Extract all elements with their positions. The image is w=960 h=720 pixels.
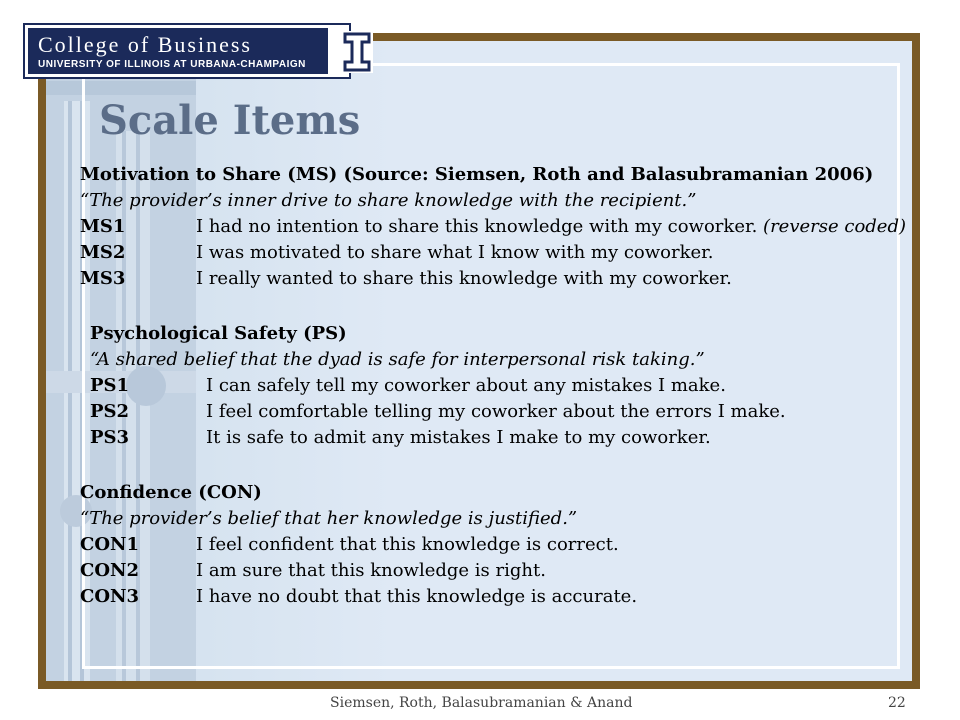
slide-title: Scale Items <box>99 97 361 144</box>
section-definition: “A shared belief that the dyad is safe for interpersonal risk taking.” <box>90 349 705 370</box>
logo-subtitle: UNIVERSITY OF ILLINOIS AT URBANA-CHAMPAIGN <box>38 59 306 70</box>
logo-band <box>28 28 328 74</box>
item-note: (reverse coded) <box>757 216 907 237</box>
item-code: MS1 <box>80 216 126 237</box>
scale-item <box>80 584 900 610</box>
item-code: PS2 <box>90 401 130 422</box>
illinois-block-i-icon <box>341 31 373 73</box>
scale-item <box>80 558 900 584</box>
scale-item <box>80 532 900 558</box>
item-text: I was motivated to share what I know with my coworker. <box>196 242 714 263</box>
college-logo <box>23 23 351 79</box>
item-text: I am sure that this knowledge is right. <box>196 560 546 581</box>
item-code: CON1 <box>80 534 139 555</box>
scale-item <box>90 425 910 451</box>
section-psychological-safety <box>90 321 910 451</box>
item-code: CON2 <box>80 560 139 581</box>
item-text: I can safely tell my coworker about any mistakes I make. <box>206 375 726 396</box>
item-text: I feel confident that this knowledge is correct. <box>196 534 619 555</box>
scale-item <box>90 399 910 425</box>
scale-item <box>80 214 907 240</box>
section-definition: “The provider’s belief that her knowledge is justified.” <box>80 508 578 529</box>
item-statement: I had no intention to share this knowledge with my coworker. <box>196 216 758 237</box>
item-code: MS2 <box>80 242 126 263</box>
item-text: It is safe to admit any mistakes I make to my coworker. <box>206 427 711 448</box>
scale-item <box>90 373 910 399</box>
section-motivation-to-share <box>80 162 907 292</box>
item-text: I feel comfortable telling my coworker about the errors I make. <box>206 401 786 422</box>
footer-authors: Siemsen, Roth, Balasubramanian & Anand <box>330 695 633 711</box>
item-text <box>196 214 906 240</box>
section-heading: Confidence (CON) <box>80 482 262 503</box>
section-heading: Motivation to Share (MS) (Source: Siemsen, Roth and Balasubramanian 2006) <box>80 164 874 185</box>
page-number: 22 <box>888 695 906 711</box>
item-text: I have no doubt that this knowledge is accurate. <box>196 586 638 607</box>
section-confidence <box>80 480 900 610</box>
item-code: MS3 <box>80 268 126 289</box>
logo-title: College of Business <box>38 32 252 57</box>
item-code: PS1 <box>90 375 130 396</box>
item-code: CON3 <box>80 586 139 607</box>
scale-item <box>80 240 900 266</box>
item-code: PS3 <box>90 427 130 448</box>
section-heading: Psychological Safety (PS) <box>90 323 347 344</box>
item-text: I really wanted to share this knowledge with my coworker. <box>196 268 732 289</box>
section-definition: “The provider’s inner drive to share knowledge with the recipient.” <box>80 190 697 211</box>
slide-footer <box>0 693 960 717</box>
scale-item <box>80 266 900 292</box>
